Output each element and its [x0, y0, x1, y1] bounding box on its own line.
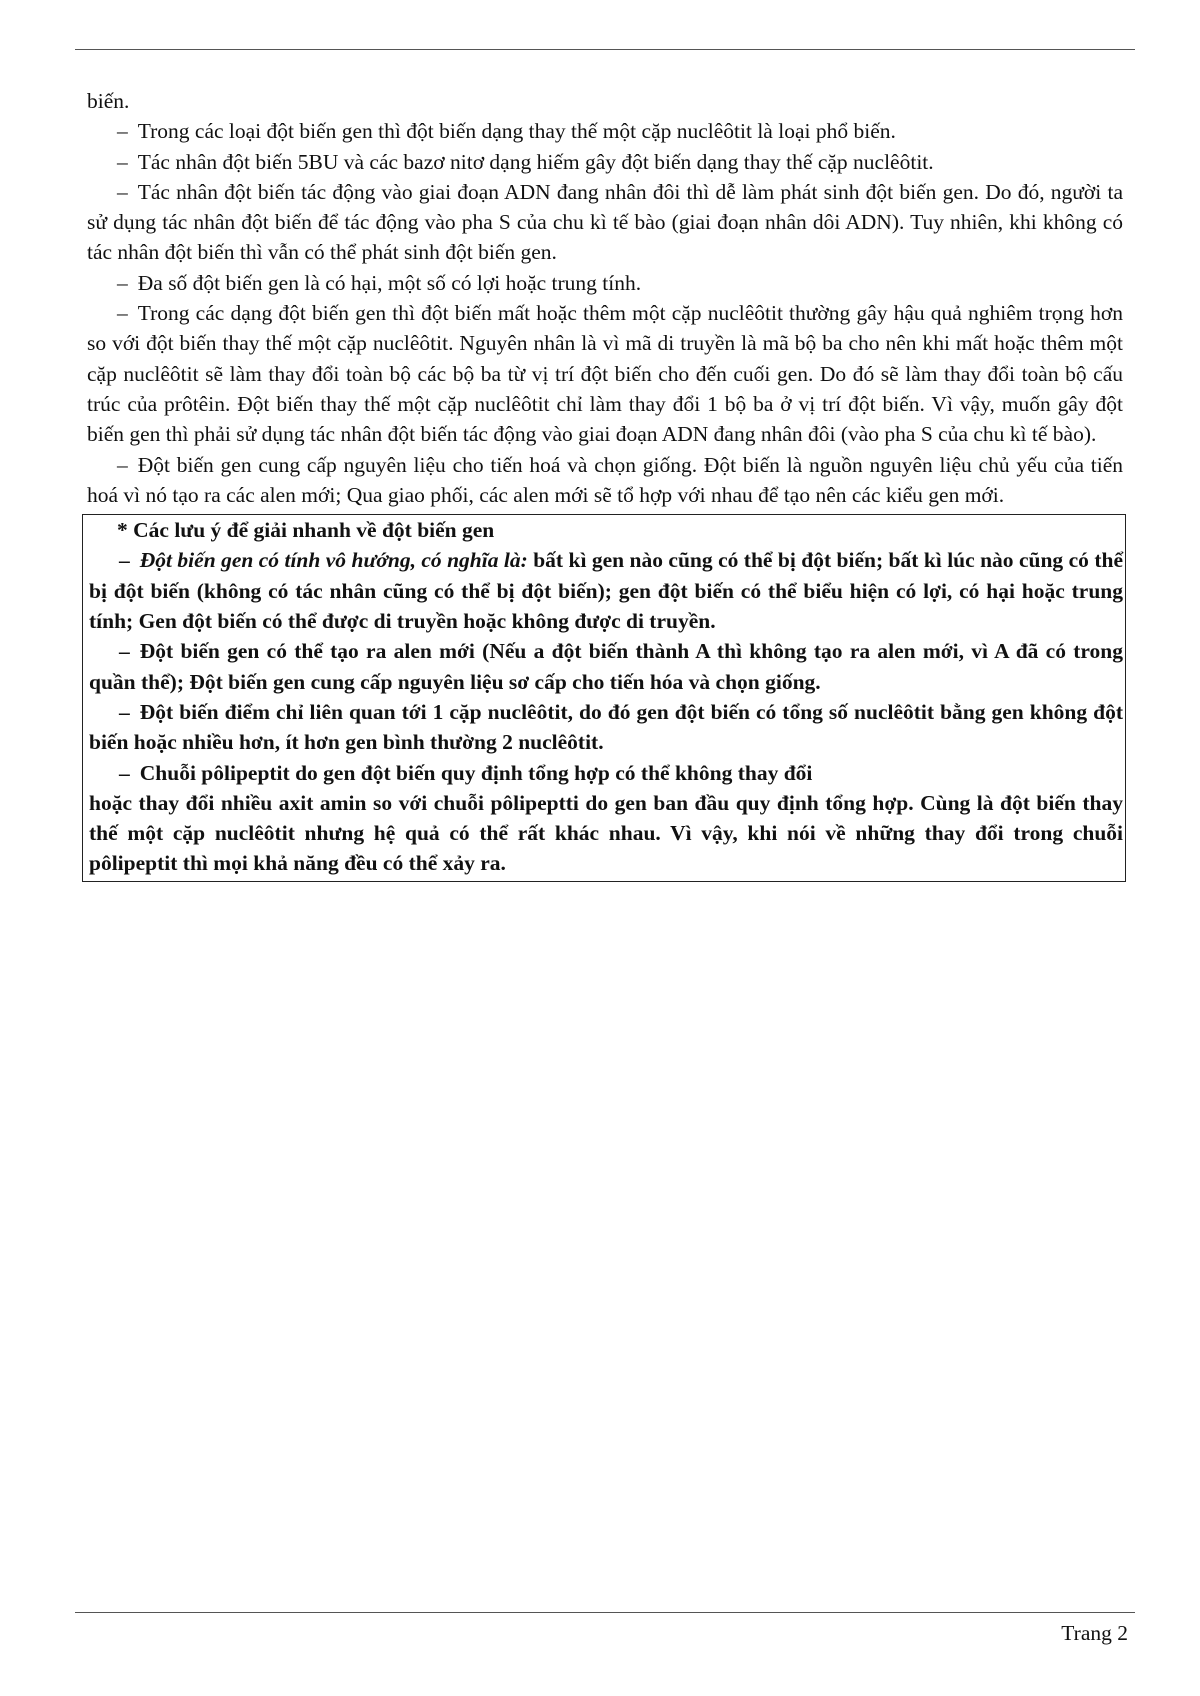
- tip-text: Chuỗi pôlipeptit do gen đột biến quy định tổng hợp có thể không thay đổi: [139, 760, 813, 785]
- tip-item-continuation: hoặc thay đổi nhiều axit amin so với chuỗi pôlipeptti do gen ban đầu quy định tổng hợp. Cùng là đột biến thay thế một cặp nuclêôtit nhưng hệ quả có thể rất khác nhau. Vì vậy, khi nói về những thay đổi trong chuỗi pôlipeptit thì mọi khả năng đều có thể xảy ra.: [89, 790, 1123, 876]
- body-paragraph: [87, 116, 1123, 146]
- tip-item: [89, 545, 1123, 636]
- page-number: Trang 2: [1061, 1621, 1128, 1645]
- dash-bullet: –: [117, 270, 128, 295]
- body-paragraph: [87, 298, 1123, 449]
- continuation-text: biến.: [87, 89, 130, 113]
- body-paragraph: [87, 450, 1123, 511]
- tip-item: [89, 697, 1123, 758]
- dash-bullet: –: [117, 179, 128, 204]
- paragraph-text: Tác nhân đột biến 5BU và các bazơ nitơ dạng hiếm gây đột biến dạng thay thế cặp nuclêôtit.: [137, 149, 934, 174]
- tip-lead-text: Đột biến gen có tính vô hướng, có nghĩa là:: [139, 548, 528, 573]
- body-paragraph: [87, 147, 1123, 177]
- paragraph-text: Trong các dạng đột biến gen thì đột biến mất hoặc thêm một cặp nuclêôtit thường gây hậu quả nghiêm trọng hơn so với đột biến thay thế một cặp nuclêôtit. Nguyên nhân là vì mã di truyền là mã bộ ba cho nên khi mất hoặc thêm một cặp nuclêôtit sẽ làm thay đổi toàn bộ các bộ ba từ vị trí đột biến cho đến cuối gen. Do đó sẽ làm thay đổi toàn bộ cấu trúc của prôtêin. Đột biến thay thế một cặp nuclêôtit chỉ làm thay đổi 1 bộ ba ở vị trí đột biến. Vì vậy, muốn gây đột biến gen thì phải sử dụng tác nhân đột biến tác động vào giai đoạn ADN đang nhân đôi (vào pha S của chu kì tế bào).: [87, 301, 1123, 447]
- page-content: [87, 86, 1123, 882]
- dash-bullet: –: [117, 119, 128, 144]
- tip-text: bất kì gen nào cũng có thể bị đột biến; bất kì lúc nào cũng có thể bị đột biến (không có tác nhân cũng có thể bị đột biến); gen đột biến có thể biểu hiện có lợi, có hại hoặc trung tính; Gen đột biến có thể được di truyền hoặc không được di truyền.: [89, 548, 1123, 634]
- dash-bullet: –: [119, 760, 130, 785]
- paragraph-text: Tác nhân đột biến tác động vào giai đoạn ADN đang nhân đôi thì dễ làm phát sinh đột biến gen. Do đó, người ta sử dụng tác nhân đột biến để tác động vào pha S của chu kì tế bào (giai đoạn nhân dôi ADN). Tuy nhiên, khi không có tác nhân đột biến thì vẫn có thể phát sinh đột biến gen.: [87, 179, 1123, 265]
- footer-rule: [75, 1612, 1135, 1613]
- tip-item: [89, 758, 1123, 788]
- tip-text: Đột biến gen có thể tạo ra alen mới (Nếu a đột biến thành A thì không tạo ra alen mới, vì A đã có trong quần thể); Đột biến gen cung cấp nguyên liệu sơ cấp cho tiến hóa và chọn giống.: [89, 639, 1123, 694]
- dash-bullet: –: [117, 452, 128, 477]
- dash-bullet: –: [119, 699, 130, 724]
- tip-item: [89, 636, 1123, 697]
- body-paragraph: [87, 177, 1123, 268]
- body-paragraph: [87, 268, 1123, 298]
- tip-text: Đột biến điểm chỉ liên quan tới 1 cặp nuclêôtit, do đó gen đột biến có tổng số nuclêôtit bằng gen không đột biến hoặc nhiều hơn, ít hơn gen bình thường 2 nuclêôtit.: [89, 699, 1123, 755]
- paragraph-text: Đa số đột biến gen là có hại, một số có lợi hoặc trung tính.: [137, 270, 642, 295]
- dash-bullet: –: [119, 548, 130, 573]
- tips-box: [82, 514, 1126, 882]
- dash-bullet: –: [117, 149, 128, 174]
- tips-heading: * Các lưu ý để giải nhanh về đột biến gen: [117, 518, 495, 543]
- dash-bullet: –: [117, 301, 128, 326]
- paragraph-text: Trong các loại đột biến gen thì đột biến dạng thay thế một cặp nuclêôtit là loại phổ biến.: [137, 119, 896, 144]
- dash-bullet: –: [119, 639, 130, 664]
- header-rule: [75, 49, 1135, 50]
- paragraph-text: Đột biến gen cung cấp nguyên liệu cho tiến hoá và chọn giống. Đột biến là nguồn nguyên liệu chủ yếu của tiến hoá vì nó tạo ra các alen mới; Qua giao phối, các alen mới sẽ tổ hợp với nhau để tạo nên các kiểu gen mới.: [87, 452, 1123, 507]
